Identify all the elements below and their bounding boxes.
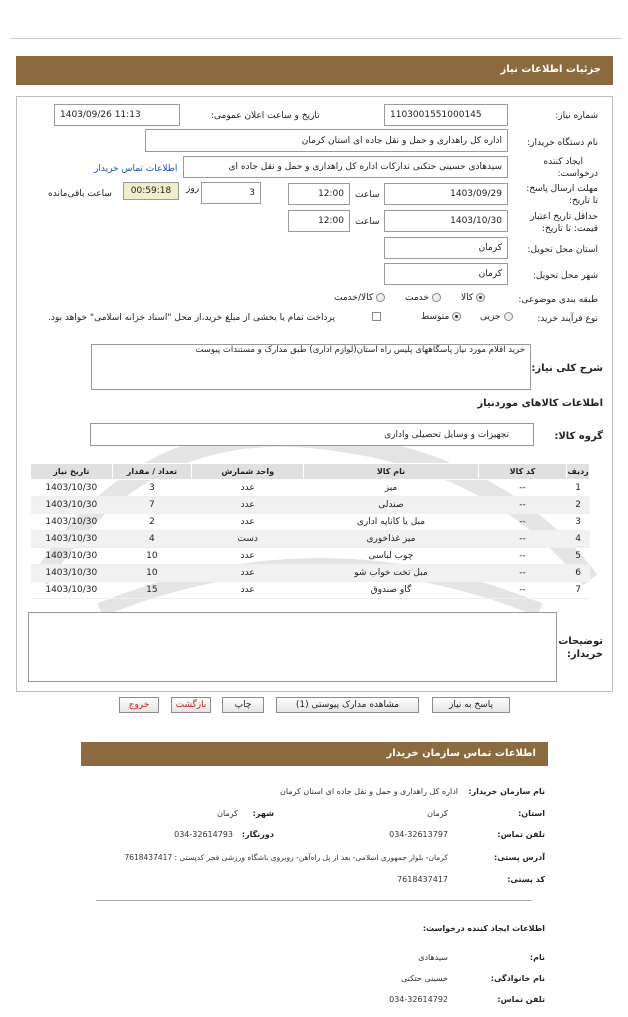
contact-address-label: آدرس پستی:	[494, 853, 545, 862]
days-label: روز	[186, 184, 200, 194]
category-option-goods[interactable]	[461, 293, 485, 303]
table-row	[31, 582, 590, 599]
col-unit: واحد شمارش	[192, 464, 304, 480]
page-title: جزئیات اطلاعات نیاز	[500, 64, 601, 75]
col-date: تاریخ نیاز	[31, 464, 113, 480]
table-row	[31, 548, 590, 565]
table-row	[31, 514, 590, 531]
cell-index: 7	[567, 582, 590, 599]
cell-name: چوب لباسی	[304, 548, 478, 565]
creator-label-line2: درخواست:	[557, 169, 598, 179]
radio-icon[interactable]	[432, 293, 441, 302]
reply-button[interactable]: پاسخ به نیاز	[432, 697, 510, 713]
deadline-label-line2: تا تاریخ:	[568, 196, 598, 206]
deadline-time-field: 12:00	[288, 183, 350, 205]
category-option-goods-label: کالا	[461, 293, 474, 303]
cell-index: 1	[567, 480, 590, 497]
announce-datetime-field: 1403/09/26 11:13	[54, 104, 180, 126]
contact-province-value: کرمان	[427, 809, 448, 818]
table-row	[31, 497, 590, 514]
contact-postal-value: 7618437417	[397, 875, 448, 884]
cell-name: میز غذاخوری	[304, 531, 478, 548]
cell-unit: عدد	[192, 497, 304, 514]
cell-date: 1403/10/30	[31, 497, 113, 514]
contact-phone-label: تلفن تماس:	[497, 830, 545, 839]
cell-index: 4	[567, 531, 590, 548]
city-label: شهر محل تحویل:	[532, 271, 598, 281]
contact-title: اطلاعات تماس سازمان خریدار	[386, 748, 536, 759]
contact-header	[81, 742, 548, 766]
deadline-label-line1: مهلت ارسال پاسخ:	[526, 184, 598, 194]
cell-qty: 2	[112, 514, 192, 531]
category-option-service[interactable]	[405, 293, 441, 303]
creator-phone-value: 034-32614792	[389, 995, 448, 1004]
col-index: ردیف	[567, 464, 590, 480]
buyer-notes-field	[28, 612, 557, 682]
contact-phone-value: 034-32613797	[389, 830, 448, 839]
cell-code: --	[478, 548, 567, 565]
buyer-contact-link[interactable]: اطلاعات تماس خریدار	[94, 164, 178, 174]
category-option-both[interactable]	[334, 293, 385, 303]
days-field: 3	[201, 182, 261, 204]
table-row	[31, 480, 590, 497]
contact-divider	[96, 900, 532, 901]
table-row	[31, 531, 590, 548]
top-divider	[10, 38, 622, 39]
need-number-field: 1103001551000145	[384, 104, 508, 126]
cell-qty: 10	[112, 548, 192, 565]
cell-date: 1403/10/30	[31, 531, 113, 548]
cell-code: --	[478, 480, 567, 497]
group-field: تجهیزات و وسایل تحصیلی واداری	[90, 423, 534, 446]
col-code: کد کالا	[478, 464, 567, 480]
process-option-minor-label: جزیی	[480, 312, 501, 322]
contact-postal-label: کد پستی:	[507, 875, 545, 884]
buyer-org-label: نام دستگاه خریدار:	[527, 138, 598, 148]
validity-label-line1: حداقل تاریخ اعتبار	[530, 212, 598, 222]
cell-code: --	[478, 582, 567, 599]
process-label: نوع فرآیند خرید:	[537, 314, 598, 324]
need-number-label: شماره نیاز:	[555, 111, 598, 121]
radio-icon[interactable]	[504, 312, 513, 321]
col-name: نام کالا	[304, 464, 478, 480]
category-label: طبقه بندی موضوعی:	[518, 295, 598, 305]
summary-field: خرید اقلام مورد نیاز پاسگاههای پلیس راه استان(لوازم اداری) طبق مدارک و مستندات پیوست	[91, 344, 531, 390]
creator-phone-label: تلفن تماس:	[497, 995, 545, 1004]
cell-code: --	[478, 565, 567, 582]
back-button[interactable]: بازگشت	[171, 697, 211, 713]
contact-city-value: کرمان	[217, 809, 238, 818]
validity-time-label: ساعت	[355, 217, 380, 227]
cell-unit: عدد	[192, 480, 304, 497]
summary-label: شرح کلی نیاز:	[531, 363, 603, 374]
cell-code: --	[478, 497, 567, 514]
contact-org-label: نام سازمان خریدار:	[468, 787, 545, 796]
buyer-notes-label-line1: توضیحات	[558, 636, 603, 647]
payment-checkbox[interactable]	[372, 312, 381, 322]
category-option-both-label: کالا/خدمت	[334, 293, 374, 303]
cell-code: --	[478, 531, 567, 548]
cell-name: صندلی	[304, 497, 478, 514]
creator-info-title: اطلاعات ایجاد کننده درخواست:	[422, 924, 545, 933]
cell-unit: عدد	[192, 565, 304, 582]
creator-family-value: حسینی حتکنی	[401, 974, 448, 983]
city-field: کرمان	[384, 263, 508, 285]
process-option-medium[interactable]	[421, 312, 461, 322]
print-button[interactable]: چاپ	[222, 697, 264, 713]
cell-unit: عدد	[192, 548, 304, 565]
cell-unit: عدد	[192, 582, 304, 599]
cell-name: مبل یا کاناپه اداری	[304, 514, 478, 531]
cell-code: --	[478, 514, 567, 531]
validity-label-line2: قیمت: تا تاریخ:	[542, 224, 598, 234]
cell-qty: 4	[112, 531, 192, 548]
buyer-org-field: اداره کل راهداری و حمل و نقل جاده ای استان کرمان	[145, 129, 508, 152]
payment-note: پرداخت تمام یا بخشی از مبلغ خرید،از محل "اسناد خزانه اسلامی" خواهد بود.	[48, 313, 336, 323]
cell-qty: 7	[112, 497, 192, 514]
view-attachments-button[interactable]: مشاهده مدارک پیوستی (1)	[276, 697, 419, 713]
remaining-label: ساعت باقی‌مانده	[48, 189, 112, 199]
cell-date: 1403/10/30	[31, 480, 113, 497]
cell-qty: 15	[112, 582, 192, 599]
cell-unit: عدد	[192, 514, 304, 531]
validity-time-field: 12:00	[288, 210, 350, 232]
goods-info-title: اطلاعات کالاهای موردنیاز	[477, 398, 603, 409]
creator-field: سیدهادی حسینی حتکنی تدارکات اداره کل راهداری و حمل و نقل جاده ای	[183, 156, 508, 178]
cell-unit: دست	[192, 531, 304, 548]
contact-fax-label: دورنگار:	[241, 830, 274, 839]
cell-index: 2	[567, 497, 590, 514]
process-option-medium-label: متوسط	[421, 312, 450, 322]
contact-city-label: شهر:	[252, 809, 274, 818]
table-row	[31, 565, 590, 582]
process-option-minor[interactable]	[480, 312, 513, 322]
contact-address-value: کرمان- بلوار جمهوری اسلامی- بعد از پل راه‌آهن- روبروی باشگاه ورزشی فجر کدپستی : 7618437417	[124, 853, 448, 862]
cell-index: 6	[567, 565, 590, 582]
radio-selected-icon[interactable]	[452, 312, 461, 321]
items-table	[30, 463, 590, 599]
page-header	[16, 56, 613, 85]
table-header-row	[31, 464, 590, 480]
cell-name: گاو صندوق	[304, 582, 478, 599]
cell-index: 5	[567, 548, 590, 565]
cell-date: 1403/10/30	[31, 514, 113, 531]
creator-label-line1: ایجاد کننده	[543, 157, 583, 167]
radio-icon[interactable]	[376, 293, 385, 302]
checkbox-icon[interactable]	[372, 312, 381, 321]
remaining-time-field: 00:59:18	[123, 182, 179, 200]
announce-label: تاریخ و ساعت اعلان عمومی:	[211, 111, 320, 121]
creator-family-label: نام خانوادگی:	[490, 974, 545, 983]
province-field: کرمان	[384, 237, 508, 259]
province-label: استان محل تحویل:	[527, 245, 598, 255]
contact-org-value: اداره کل راهداری و حمل و نقل جاده ای استان کرمان	[280, 787, 458, 796]
contact-fax-value: 034-32614793	[174, 830, 233, 839]
buyer-notes-label-line2: خریدار:	[566, 649, 603, 660]
exit-button[interactable]: خروج	[119, 697, 159, 713]
cell-index: 3	[567, 514, 590, 531]
cell-qty: 3	[112, 480, 192, 497]
category-option-service-label: خدمت	[405, 293, 429, 303]
cell-name: میز	[304, 480, 478, 497]
cell-name: مبل تخت خواب شو	[304, 565, 478, 582]
validity-date-field: 1403/10/30	[384, 210, 508, 232]
cell-date: 1403/10/30	[31, 582, 113, 599]
col-qty: تعداد / مقدار	[112, 464, 192, 480]
group-label: گروه کالا:	[554, 431, 603, 442]
contact-province-label: استان:	[518, 809, 545, 818]
deadline-time-label: ساعت	[355, 190, 380, 200]
creator-name-label: نام:	[529, 953, 545, 962]
cell-date: 1403/10/30	[31, 548, 113, 565]
creator-name-value: سیدهادی	[418, 953, 448, 962]
radio-selected-icon[interactable]	[476, 293, 485, 302]
cell-date: 1403/10/30	[31, 565, 113, 582]
deadline-date-field: 1403/09/29	[384, 183, 508, 205]
cell-qty: 10	[112, 565, 192, 582]
